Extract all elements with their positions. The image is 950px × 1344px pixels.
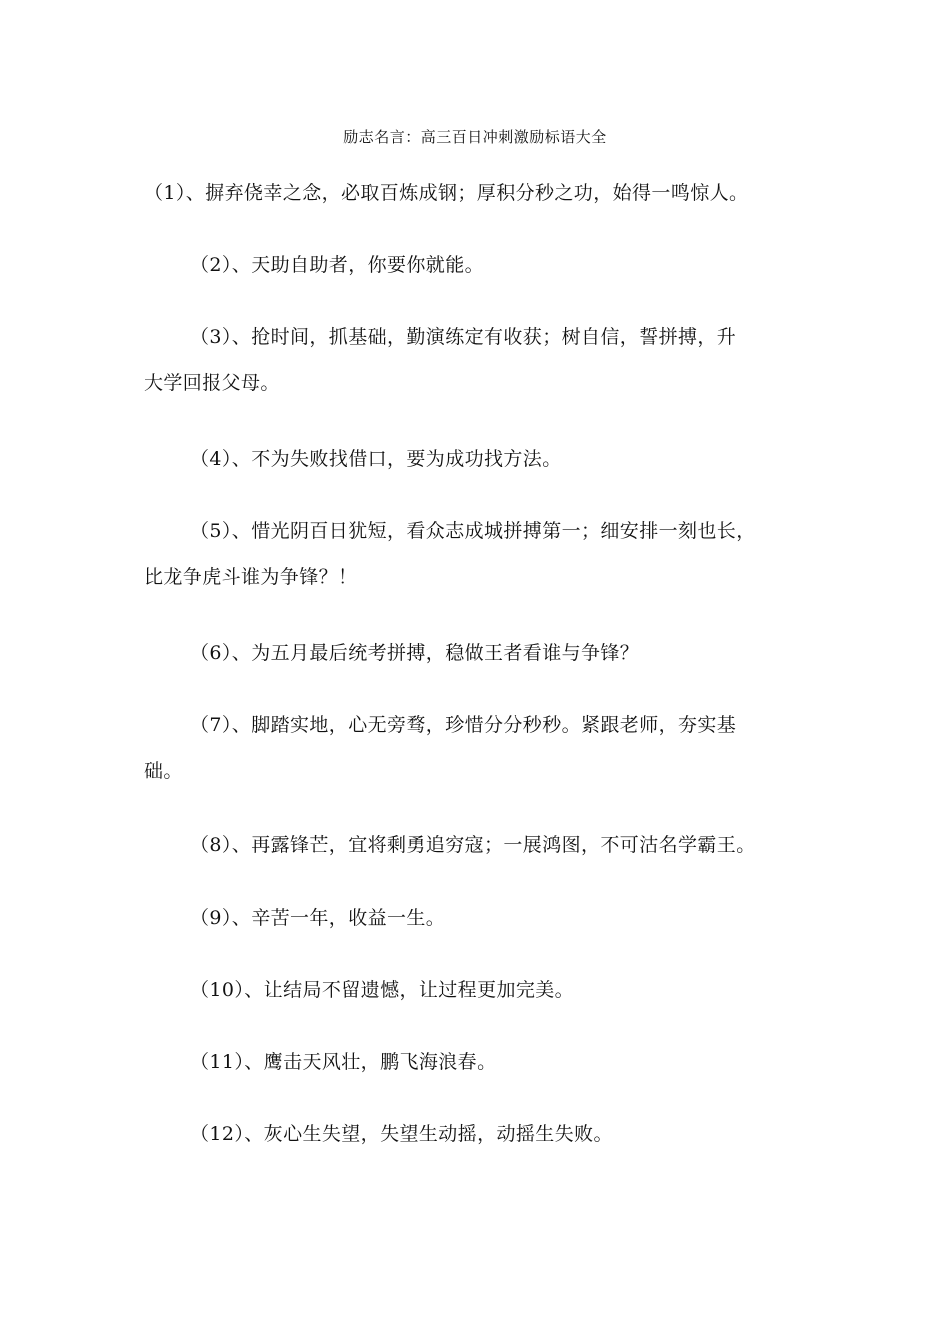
paragraph-line: （1）、摒弃侥幸之念，必取百炼成钢；厚积分秒之功，始得一鸣惊人。: [144, 182, 749, 204]
paragraph-line: （7）、脚踏实地，心无旁骛，珍惜分分秒秒。紧跟老师，夯实基: [190, 714, 737, 736]
list-item: [144, 702, 810, 794]
list-item: [144, 967, 810, 1013]
list-item: [144, 822, 810, 868]
document-title: 励志名言：高三百日冲刺激励标语大全: [343, 128, 607, 146]
paragraph-line: 础。: [144, 760, 183, 782]
paragraph-line: （9）、辛苦一年，收益一生。: [190, 907, 446, 929]
paragraph-line: （10）、让结局不留遗憾，让过程更加完美。: [190, 979, 575, 1001]
list-item: [144, 895, 810, 941]
list-item: [144, 242, 810, 288]
paragraph-line: （11）、鹰击天风壮，鹏飞海浪春。: [190, 1051, 497, 1073]
paragraph-line: （3）、抢时间，抓基础，勤演练定有收获；树自信，誓拼搏，升: [190, 326, 737, 348]
paragraph-line: （5）、惜光阴百日犹短，看众志成城拼搏第一；细安排一刻也长，: [190, 520, 756, 542]
list-item: [144, 436, 810, 482]
paragraph-line: （12）、灰心生失望，失望生动摇，动摇生失败。: [190, 1123, 613, 1145]
paragraph-line: （6）、为五月最后统考拼搏，稳做王者看谁与争锋？: [190, 642, 640, 664]
list-item: [144, 630, 810, 676]
list-item: [144, 1111, 810, 1157]
list-item: [144, 170, 810, 216]
paragraph-line: 大学回报父母。: [144, 372, 280, 394]
list-item: [144, 508, 810, 600]
paragraph-line: （8）、再露锋芒，宜将剩勇追穷寇；一展鸿图，不可沽名学霸王。: [190, 834, 756, 856]
paragraph-line: （4）、不为失败找借口，要为成功找方法。: [190, 448, 562, 470]
paragraph-line: 比龙争虎斗谁为争锋？！: [144, 566, 358, 588]
list-item: [144, 314, 810, 406]
paragraph-line: （2）、天助自助者，你要你就能。: [190, 254, 484, 276]
list-item: [144, 1039, 810, 1085]
